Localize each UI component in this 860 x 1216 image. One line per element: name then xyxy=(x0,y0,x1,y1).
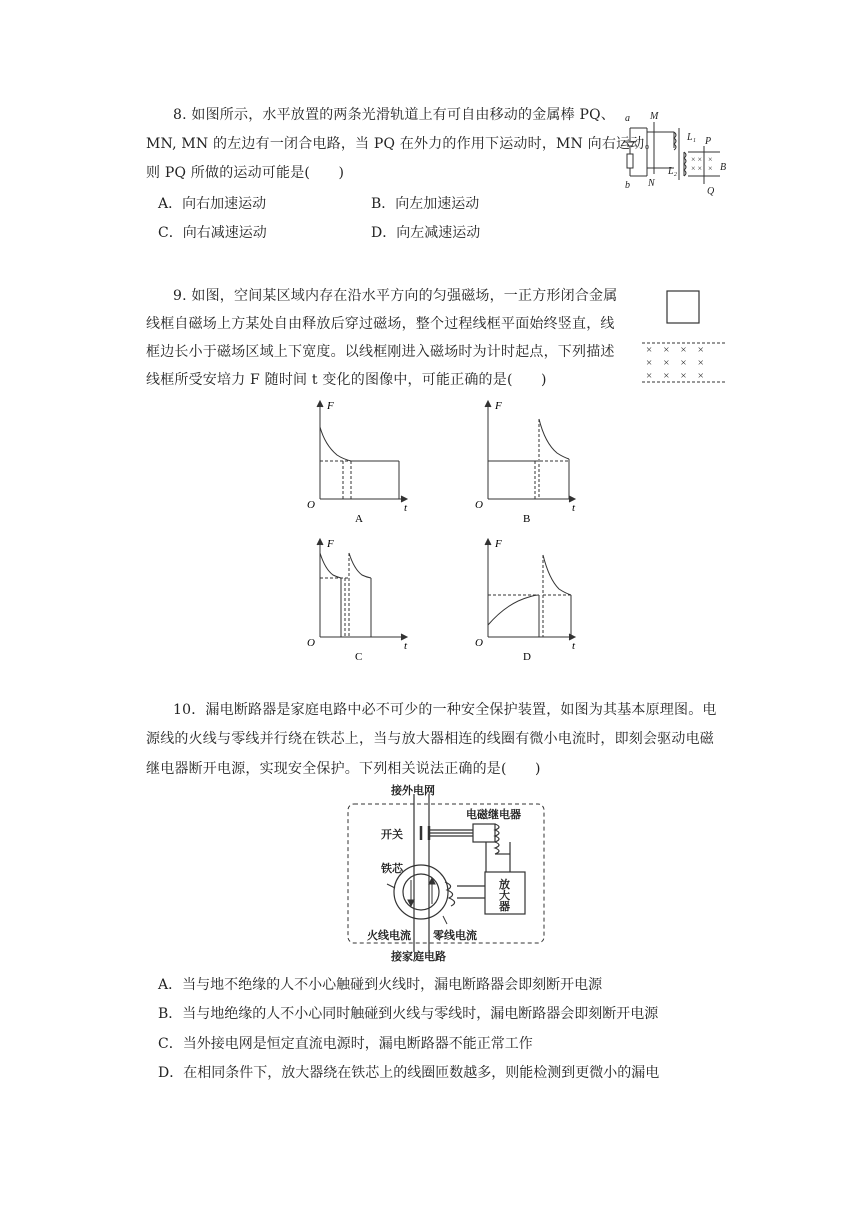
q9-d-axis-x: t xyxy=(572,640,576,652)
q9-b-axis-x: t xyxy=(572,502,576,514)
q9-graph-b xyxy=(473,395,583,525)
svg-text:×: × xyxy=(708,164,713,173)
q9-line-2: 线框自磁场上方某处自由释放后穿过磁场，整个过程线框平面始终竖直，线 xyxy=(146,316,615,332)
q9-a-origin: O xyxy=(307,499,315,511)
q10-label-switch: 开关 xyxy=(381,829,403,841)
svg-text:× × × ×: × × × × xyxy=(646,357,704,369)
q8-label-field: B xyxy=(720,162,727,173)
q9-graph-a xyxy=(305,395,415,525)
q8-line-3: 则 PQ 所做的运动可能是( ) xyxy=(146,165,345,181)
q10-label-amp-2: 大 xyxy=(499,890,510,902)
q9-d-label: D xyxy=(523,651,531,663)
q9-d-origin: O xyxy=(475,637,483,649)
q9-a-label: A xyxy=(355,513,363,525)
q10-line-3: 继电器断开电源，实现安全保护。下列相关说法正确的是( ) xyxy=(146,761,541,777)
q9-a-axis-y: F xyxy=(327,400,334,412)
q9-graph-c xyxy=(305,533,415,663)
q8-circuit-figure xyxy=(612,108,732,198)
q10-label-core: 铁芯 xyxy=(381,863,403,875)
q9-line-1: 9. 如图，空间某区域内存在沿水平方向的匀强磁场，一正方形闭合金属 xyxy=(173,288,618,304)
q9-graph-d xyxy=(473,533,583,663)
q8-option-b: B．向左加速运动 xyxy=(371,196,480,212)
q10-label-amp-1: 放 xyxy=(499,879,510,891)
q10-label-neutral: 零线电流 xyxy=(433,930,477,942)
q10-option-b: B．当与地绝缘的人不小心同时触碰到火线与零线时，漏电断路器会即刻断开电源 xyxy=(158,1006,659,1022)
q8-label-p: P xyxy=(705,136,712,147)
svg-text:× ×: × × xyxy=(691,164,703,173)
q9-field-figure xyxy=(640,285,730,385)
q8-label-n: N xyxy=(648,178,655,189)
q8-line-1: 8. 如图所示，水平放置的两条光滑轨道上有可自由移动的金属棒 PQ、 xyxy=(173,107,615,123)
q10-line-2: 源线的火线与零线并行绕在铁芯上，当与放大器相连的线圈有微小电流时，即刻会驱动电磁 xyxy=(146,731,714,747)
q9-b-axis-y: F xyxy=(495,400,502,412)
q10-label-amp-3: 器 xyxy=(499,901,510,913)
q10-label-relay: 电磁继电器 xyxy=(466,809,521,821)
q10-option-c: C．当外接电网是恒定直流电源时，漏电断路器不能正常工作 xyxy=(158,1036,533,1052)
q9-c-origin: O xyxy=(307,637,315,649)
q9-c-axis-x: t xyxy=(404,640,408,652)
q9-line-3: 框边长小于磁场区域上下宽度。以线框刚进入磁场时为计时起点，下列描述 xyxy=(146,344,615,360)
q8-option-a: A．向右加速运动 xyxy=(158,196,267,212)
q10-breaker-figure xyxy=(345,784,550,964)
q10-option-d: D．在相同条件下，放大器绕在铁芯上的线圈匝数越多，则能检测到更微小的漏电 xyxy=(158,1065,660,1081)
svg-text:× × × ×: × × × × xyxy=(646,344,704,356)
q8-label-l2: L₂ xyxy=(668,166,678,177)
q8-label-l1: L₁ xyxy=(687,132,697,143)
q10-line-1: 10．漏电断路器是家庭电路中必不可少的一种安全保护装置，如图为其基本原理图。电 xyxy=(173,702,717,718)
q9-c-axis-y: F xyxy=(327,538,334,550)
q10-label-home: 接家庭电路 xyxy=(391,951,446,963)
svg-text:×: × xyxy=(708,155,713,164)
q10-label-live: 火线电流 xyxy=(367,930,411,942)
q8-option-c: C．向右减速运动 xyxy=(158,225,267,241)
svg-text:× ×: × × xyxy=(691,155,703,164)
svg-text:× × × ×: × × × × xyxy=(646,370,704,382)
q10-option-a: A．当与地不绝缘的人不小心触碰到火线时，漏电断路器会即刻断开电源 xyxy=(158,977,603,993)
q8-label-b: b xyxy=(625,180,630,191)
q8-label-a: a xyxy=(625,113,630,124)
square-frame xyxy=(667,291,699,323)
q9-d-axis-y: F xyxy=(495,538,502,550)
q8-option-d: D．向左减速运动 xyxy=(371,225,481,241)
q9-line-4: 线框所受安培力 F 随时间 t 变化的图像中，可能正确的是( ) xyxy=(146,372,547,388)
q9-c-label: C xyxy=(355,651,363,663)
q9-a-axis-x: t xyxy=(404,502,408,514)
q9-b-origin: O xyxy=(475,499,483,511)
q8-label-m: M xyxy=(650,111,659,122)
q10-label-grid: 接外电网 xyxy=(391,785,435,797)
q9-b-label: B xyxy=(523,513,531,525)
q8-label-q: Q xyxy=(707,186,715,197)
q8-line-2: MN, MN 的左边有一闭合电路，当 PQ 在外力的作用下运动时，MN 向右运动。 xyxy=(146,136,659,152)
